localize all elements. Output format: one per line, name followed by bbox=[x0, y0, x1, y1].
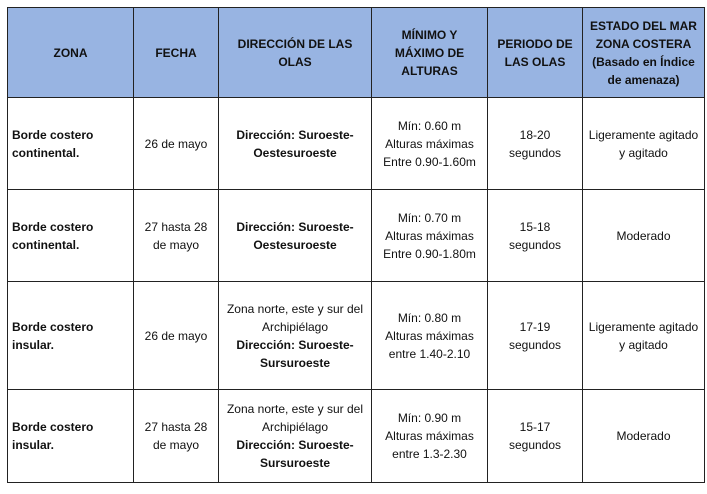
altura-rango: entre 1.3-2.30 bbox=[392, 447, 467, 461]
cell-periodo: 15-18 segundos bbox=[488, 190, 583, 282]
cell-direccion bbox=[219, 282, 372, 390]
cell-alturas bbox=[372, 190, 488, 282]
cell-alturas bbox=[372, 390, 488, 483]
altura-minima: Mín: 0.90 m bbox=[397, 411, 462, 425]
cell-direccion bbox=[219, 98, 372, 190]
cell-estado: Moderado bbox=[583, 390, 705, 483]
cell-direccion bbox=[219, 190, 372, 282]
cell-zona: Borde costero insular. bbox=[8, 282, 134, 390]
header-estado bbox=[583, 8, 705, 98]
header-alturas: MÍNIMO Y MÁXIMO DE ALTURAS bbox=[372, 8, 488, 98]
cell-direccion bbox=[219, 390, 372, 483]
altura-rango: Entre 0.90-1.60m bbox=[383, 154, 476, 169]
header-estado-note: (Basado en Índice de amenaza) bbox=[592, 54, 695, 87]
cell-fecha: 27 hasta 28 de mayo bbox=[134, 390, 219, 483]
cell-zona: Borde costero insular. bbox=[8, 390, 134, 483]
altura-label: Alturas máximas bbox=[385, 136, 474, 151]
altura-rango: Entre 0.90-1.80m bbox=[383, 246, 476, 261]
table-row bbox=[8, 190, 705, 282]
table-row bbox=[8, 98, 705, 190]
cell-fecha: 26 de mayo bbox=[134, 98, 219, 190]
table-row bbox=[8, 282, 705, 390]
header-fecha: FECHA bbox=[134, 8, 219, 98]
altura-rango: entre 1.40-2.10 bbox=[388, 346, 471, 361]
altura-minima: Mín: 0.60 m bbox=[397, 118, 462, 133]
header-zona: ZONA bbox=[8, 8, 134, 98]
cell-zona: Borde costero continental. bbox=[8, 190, 134, 282]
altura-label: Alturas máximas bbox=[385, 328, 474, 343]
direccion-zona-text: Zona norte, este y sur del Archipiélago bbox=[226, 301, 364, 334]
wave-forecast-table bbox=[7, 7, 705, 483]
direccion-text: Dirección: Suroeste-Sursuroeste bbox=[236, 438, 354, 470]
cell-periodo: 17-19 segundos bbox=[488, 282, 583, 390]
direccion-text: Dirección: Suroeste-Oestesuroeste bbox=[236, 219, 354, 252]
cell-estado: Moderado bbox=[583, 190, 705, 282]
header-direccion: DIRECCIÓN DE LAS OLAS bbox=[219, 8, 372, 98]
header-estado-title: ESTADO DEL MAR ZONA COSTERA bbox=[590, 18, 697, 51]
cell-alturas bbox=[372, 282, 488, 390]
header-periodo: PERIODO DE LAS OLAS bbox=[488, 8, 583, 98]
altura-label: Alturas máximas bbox=[385, 429, 474, 443]
altura-label: Alturas máximas bbox=[385, 228, 474, 243]
altura-minima: Mín: 0.80 m bbox=[397, 310, 462, 325]
direccion-text: Dirección: Suroeste-Sursuroeste bbox=[236, 337, 354, 370]
table-row bbox=[8, 390, 705, 483]
altura-minima: Mín: 0.70 m bbox=[397, 210, 462, 225]
cell-zona: Borde costero continental. bbox=[8, 98, 134, 190]
cell-estado: Ligeramente agitado y agitado bbox=[583, 98, 705, 190]
cell-periodo: 18-20 segundos bbox=[488, 98, 583, 190]
header-row bbox=[8, 8, 705, 98]
cell-fecha: 27 hasta 28 de mayo bbox=[134, 190, 219, 282]
cell-alturas bbox=[372, 98, 488, 190]
cell-periodo: 15-17 segundos bbox=[488, 390, 583, 483]
direccion-text: Dirección: Suroeste-Oestesuroeste bbox=[236, 127, 354, 160]
direccion-zona-text: Zona norte, este y sur del Archipiélago bbox=[226, 402, 364, 434]
cell-fecha: 26 de mayo bbox=[134, 282, 219, 390]
cell-estado: Ligeramente agitado y agitado bbox=[583, 282, 705, 390]
